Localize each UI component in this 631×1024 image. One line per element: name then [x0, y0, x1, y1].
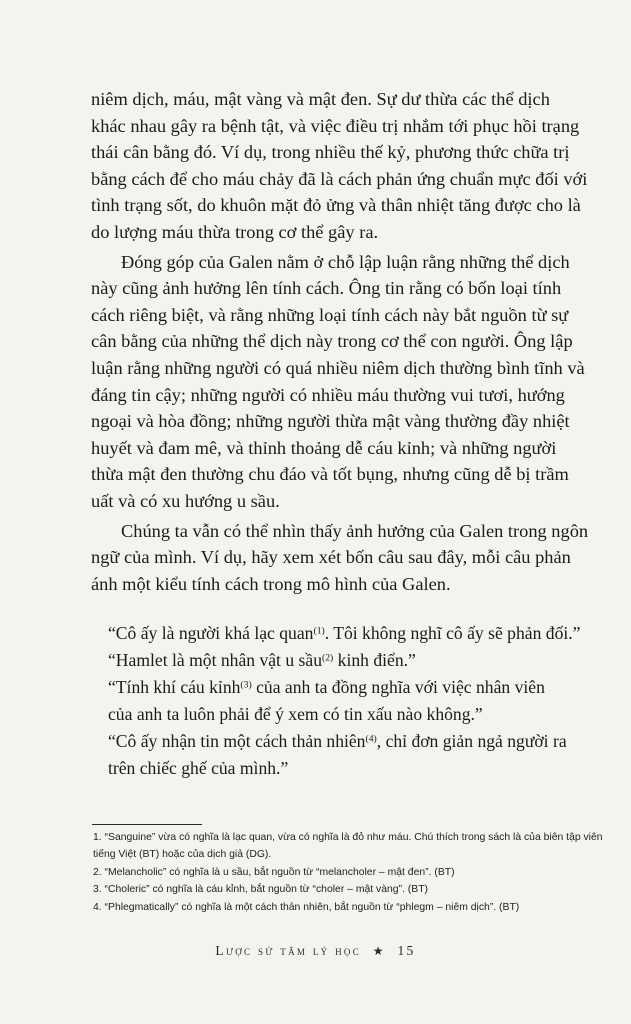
footnote-marker: (2) — [322, 652, 334, 664]
quote-4: “Cô ấy nhận tin một cách thản nhiên$^{(4)}$, chỉ đơn giản ngả người ra trên chiếc ghế của mình.” — [108, 731, 567, 778]
body-text — [91, 86, 589, 597]
page-number: 15 — [397, 943, 416, 958]
footnote-marker: (3) — [240, 679, 252, 691]
paragraph: Đóng góp của Galen nằm ở chỗ lập luận rằng những thể dịch này cũng ảnh hưởng lên tính cách. Ông tin rằng có bốn loại tính cách riêng biệt, và rằng những loại tính cách này bắt nguồn từ sự cân bằng của những thể dịch này trong cơ thể con người. Ông lập luận rằng những người có quá nhiều niêm dịch thường bình tĩnh và đáng tin cậy; những người có nhiều máu thường vui tươi, hướng ngoại và hòa đồng; những người thừa mật vàng thường đầy nhiệt huyết và đam mê, và thỉnh thoảng dễ cáu kỉnh; và những người thừa mật đen thường chu đáo và tốt bụng, nhưng cũng dễ bị trầm uất và có xu hướng u sầu. — [91, 251, 585, 511]
quote-3: “Tính khí cáu kỉnh$^{(3)}$ của anh ta đồng nghĩa với việc nhân viên của anh ta luôn phải để ý xem có tin xấu nào không.” — [108, 677, 545, 724]
footnote-divider — [92, 824, 202, 825]
footnote: 4. “Phlegmatically” có nghĩa là một cách thản nhiên, bắt nguồn từ “phlegm – niêm dịch”. (BT) — [93, 901, 520, 913]
paragraph: Chúng ta vẫn có thể nhìn thấy ảnh hưởng của Galen trong ngôn ngữ của mình. Ví dụ, hãy xem xét bốn câu sau đây, mỗi câu phản ánh một kiểu tính cách trong mô hình của Galen. — [91, 520, 589, 594]
quote-1: “Cô ấy là người khá lạc quan$^{(1)}$. Tôi không nghĩ cô ấy sẽ phản đối.” — [108, 623, 581, 643]
footnote-marker: (4) — [365, 733, 377, 745]
paragraph: niêm dịch, máu, mật vàng và mật đen. Sự dư thừa các thể dịch khác nhau gây ra bệnh tật, và việc điều trị nhắm tới phục hồi trạng thái cân bằng đó. Ví dụ, trong nhiều thế kỷ, phương thức chữa trị bằng cách để cho máu chảy đã là cách phản ứng chuẩn mực đối với tình trạng sốt, do khuôn mặt đỏ ửng và thân nhiệt tăng được cho là do lượng máu thừa trong cơ thể gây ra. — [91, 89, 588, 242]
example-quotes — [108, 620, 588, 782]
footnote: 2. “Melancholic” có nghĩa là u sầu, bắt nguồn từ “melancholer – mật đen”. (BT) — [93, 866, 455, 878]
footnote-marker: (1) — [313, 625, 325, 637]
star-icon: ★ — [372, 944, 386, 958]
quote-2: “Hamlet là một nhân vật u sầu$^{(2)}$ kinh điển.” — [108, 650, 416, 670]
page-footer — [0, 943, 631, 959]
footnote: 1. “Sanguine” vừa có nghĩa là lạc quan, vừa có nghĩa là đỏ như máu. Chú thích trong sách là của biên tập viên tiếng Việt (BT) hoặc của dịch giả (DG). — [93, 832, 603, 861]
footnote: 3. “Choleric” có nghĩa là cáu kỉnh, bắt nguồn từ “choler – mật vàng”. (BT) — [93, 884, 428, 896]
running-title: Lược sử tâm lý học — [215, 943, 362, 958]
footnotes — [93, 829, 613, 916]
